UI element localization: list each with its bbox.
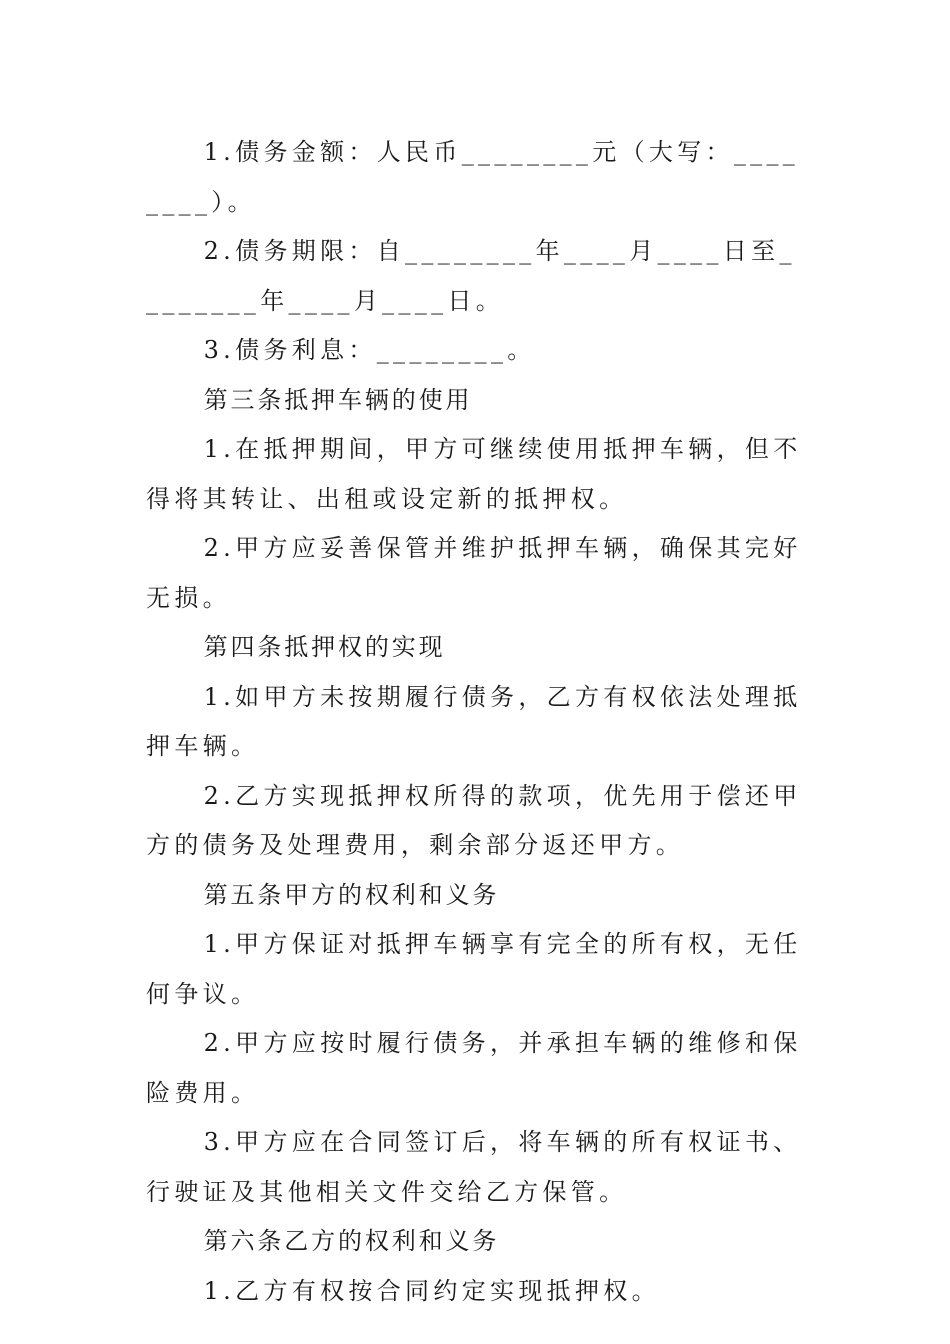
document-body	[146, 128, 806, 1316]
article-6-item-1: 1.乙方有权按合同约定实现抵押权。	[203, 1276, 660, 1305]
article-5-heading: 第五条甲方的权利和义务	[203, 880, 500, 909]
article-4-item-1: 1.如甲方未按期履行债务，乙方有权依法处理抵押车辆。	[146, 682, 802, 760]
article-3-heading: 第三条抵押车辆的使用	[203, 385, 473, 414]
article-5-item-3: 3.甲方应在合同签订后，将车辆的所有权证书、行驶证及其他相关文件交给乙方保管。	[146, 1128, 802, 1206]
clause-debt-interest: 3.债务利息：________。	[203, 336, 536, 364]
article-4-item-2: 2.乙方实现抵押权所得的款项，优先用于偿还甲方的债务及处理费用，剩余部分返还甲方。	[146, 781, 802, 859]
article-4-heading: 第四条抵押权的实现	[203, 633, 446, 661]
article-3-item-1: 1.在抵押期间，甲方可继续使用抵押车辆，但不得将其转让、出租或设定新的抵押权。	[146, 435, 802, 513]
article-5-item-2: 2.甲方应按时履行债务，并承担车辆的维修和保险费用。	[146, 1029, 802, 1107]
article-5-item-1: 1.甲方保证对抵押车辆享有完全的所有权，无任何争议。	[146, 930, 802, 1008]
clause-debt-term: 2.债务期限：自________年____月____日至________年____月____日。	[146, 237, 796, 315]
article-3-item-2: 2.甲方应妥善保管并维护抵押车辆，确保其完好无损。	[146, 534, 802, 612]
clause-debt-amount: 1.债务金额：人民币________元（大写：________）。	[146, 138, 800, 216]
article-6-heading: 第六条乙方的权利和义务	[203, 1227, 500, 1255]
